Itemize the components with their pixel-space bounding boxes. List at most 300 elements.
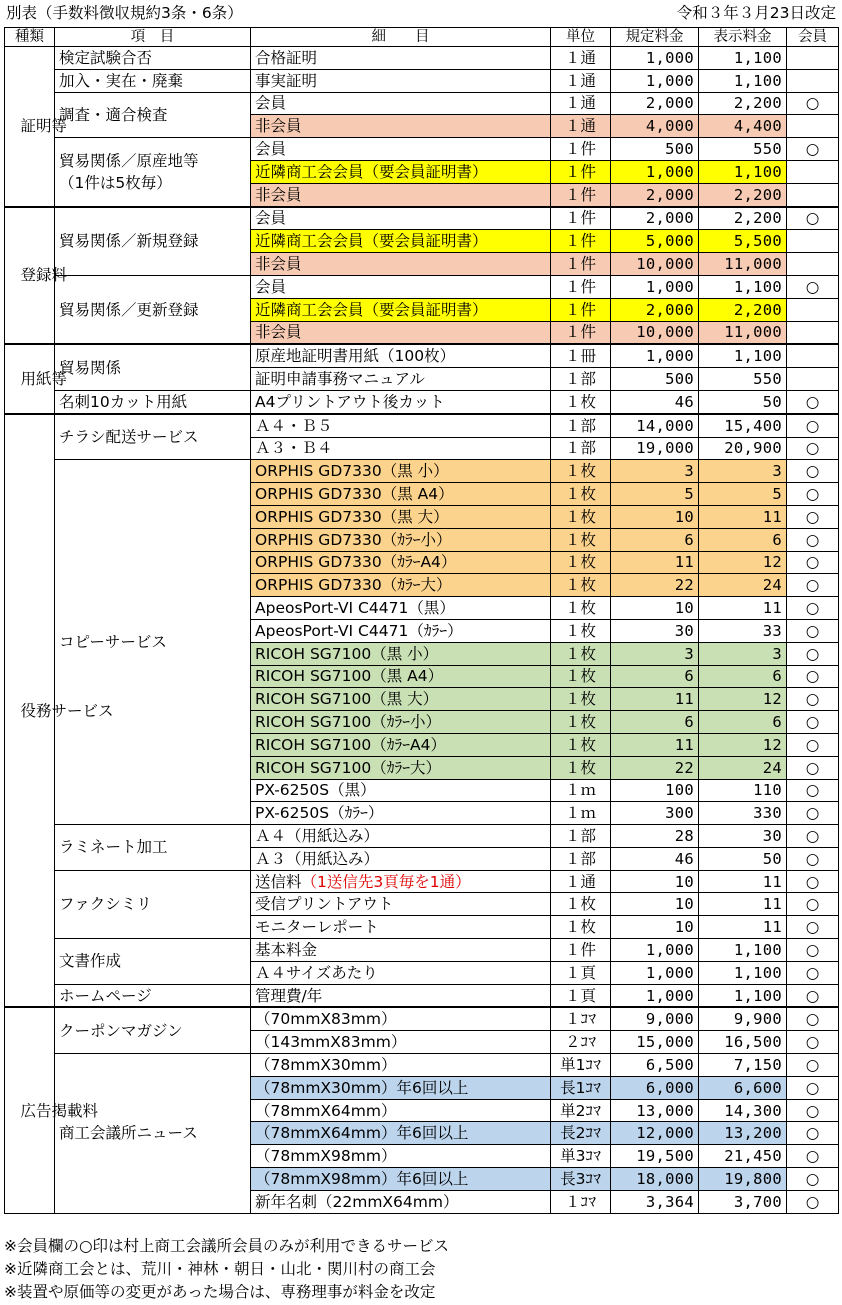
table-row <box>5 207 839 230</box>
regular-price-cell: 6 <box>611 528 699 551</box>
footnote: ※装置や原価等の変更があった場合は、専務理事が料金を改定 <box>4 1283 436 1301</box>
member-mark-cell: ○ <box>787 779 839 802</box>
display-price-cell: 7,150 <box>699 1054 787 1077</box>
detail-text: 送信料 <box>255 872 302 891</box>
regular-price-cell: 22 <box>611 756 699 779</box>
display-price-cell: 6 <box>699 528 787 551</box>
detail-text: （78mmX64mm）年6回以上 <box>255 1124 469 1143</box>
regular-price-cell: 10 <box>611 893 699 916</box>
detail-cell <box>251 825 551 848</box>
member-mark-cell: ○ <box>787 414 839 437</box>
detail-cell <box>251 69 551 92</box>
member-mark-cell: ○ <box>787 756 839 779</box>
display-price-cell: 1,100 <box>699 69 787 92</box>
regular-price-cell: 15,000 <box>611 1031 699 1054</box>
unit-cell: １枚 <box>551 665 611 688</box>
table-row <box>5 47 839 70</box>
member-mark-cell: ○ <box>787 961 839 984</box>
regular-price-cell: 1,000 <box>611 984 699 1007</box>
detail-text: RICOH SG7100（黒 小） <box>255 644 439 663</box>
detail-cell <box>251 597 551 620</box>
category-cell <box>5 1007 99 1213</box>
table-row <box>5 69 839 92</box>
column-header: 単位 <box>551 28 611 47</box>
table-title: 別表（手数料徴収規約3条・6条） <box>6 4 243 22</box>
detail-cell <box>251 138 551 161</box>
detail-text: ApeosPort-VI C4471（ｶﾗｰ） <box>255 621 463 640</box>
category-label: 証明等 <box>20 117 68 136</box>
item-cell: 文書作成 <box>55 939 251 985</box>
member-mark-cell <box>787 344 839 367</box>
unit-cell: 長3ｺﾏ <box>551 1168 611 1191</box>
detail-text: Ａ４サイズあたり <box>255 963 378 982</box>
item-cell: コピーサービス <box>55 460 251 825</box>
member-mark-cell <box>787 253 839 276</box>
display-price-cell: 2,200 <box>699 298 787 321</box>
regular-price-cell: 30 <box>611 619 699 642</box>
regular-price-cell: 6,500 <box>611 1054 699 1077</box>
member-mark-cell: ○ <box>787 916 839 939</box>
detail-cell <box>251 619 551 642</box>
detail-text: PX-6250S（ｶﾗｰ） <box>255 804 384 823</box>
table-row <box>5 870 839 893</box>
regular-price-cell: 10,000 <box>611 321 699 344</box>
member-mark-cell: ○ <box>787 92 839 115</box>
detail-text: Ａ４・Ｂ５ <box>255 416 333 435</box>
unit-cell: １件 <box>551 275 611 298</box>
regular-price-cell: 11 <box>611 733 699 756</box>
footnote: ※近隣商工会とは、荒川・神林・朝日・山北・関川村の商工会 <box>4 1260 436 1278</box>
detail-text: モニターレポート <box>255 918 379 937</box>
display-price-cell: 15,400 <box>699 414 787 437</box>
member-mark-cell: ○ <box>787 483 839 506</box>
unit-cell: １部 <box>551 368 611 391</box>
regular-price-cell: 3 <box>611 460 699 483</box>
display-price-cell: 6,600 <box>699 1076 787 1099</box>
detail-cell <box>251 1190 551 1213</box>
regular-price-cell: 6 <box>611 665 699 688</box>
item-cell: ラミネート加工 <box>55 825 251 871</box>
unit-cell: １枚 <box>551 916 611 939</box>
detail-text: （143mmX83mm） <box>255 1033 407 1052</box>
unit-cell: ２ｺﾏ <box>551 1031 611 1054</box>
detail-text: 合格証明 <box>255 48 318 67</box>
regular-price-cell: 1,000 <box>611 47 699 70</box>
regular-price-cell: 1,000 <box>611 275 699 298</box>
display-price-cell: 550 <box>699 138 787 161</box>
unit-cell: 長2ｺﾏ <box>551 1122 611 1145</box>
member-mark-cell: ○ <box>787 825 839 848</box>
item-cell: 調査・適合検査 <box>55 92 251 138</box>
member-mark-cell <box>787 230 839 253</box>
regular-price-cell: 2,000 <box>611 92 699 115</box>
detail-cell <box>251 437 551 460</box>
display-price-cell: 12 <box>699 551 787 574</box>
unit-cell: １通 <box>551 69 611 92</box>
unit-cell: １枚 <box>551 642 611 665</box>
display-price-cell: 11 <box>699 916 787 939</box>
table-row <box>5 92 839 115</box>
table-row <box>5 414 839 437</box>
item-cell: クーポンマガジン <box>55 1007 251 1053</box>
unit-cell: １枚 <box>551 551 611 574</box>
unit-cell: １枚 <box>551 390 611 413</box>
display-price-cell: 50 <box>699 390 787 413</box>
detail-cell <box>251 483 551 506</box>
regular-price-cell: 1,000 <box>611 939 699 962</box>
regular-price-cell: 46 <box>611 390 699 413</box>
table-row <box>5 138 839 161</box>
detail-text: Ａ３・Ｂ４ <box>255 439 333 458</box>
regular-price-cell: 6,000 <box>611 1076 699 1099</box>
member-mark-cell: ○ <box>787 1168 839 1191</box>
category-label: 用紙等 <box>20 370 68 389</box>
regular-price-cell: 10 <box>611 916 699 939</box>
detail-cell <box>251 1031 551 1054</box>
unit-cell: １枚 <box>551 460 611 483</box>
unit-cell: １件 <box>551 253 611 276</box>
display-price-cell: 1,100 <box>699 344 787 367</box>
unit-cell: 単2ｺﾏ <box>551 1099 611 1122</box>
detail-cell <box>251 574 551 597</box>
member-mark-cell: ○ <box>787 460 839 483</box>
unit-cell: １部 <box>551 414 611 437</box>
member-mark-cell: ○ <box>787 207 839 230</box>
detail-text: 基本料金 <box>255 940 318 959</box>
display-price-cell: 11 <box>699 597 787 620</box>
detail-cell <box>251 92 551 115</box>
detail-cell <box>251 414 551 437</box>
regular-price-cell: 2,000 <box>611 298 699 321</box>
detail-text: 新年名刺（22mmX64mm） <box>255 1192 459 1211</box>
detail-cell <box>251 1007 551 1030</box>
detail-text: 非会員 <box>255 255 302 274</box>
unit-cell: １件 <box>551 160 611 183</box>
unit-cell: １枚 <box>551 574 611 597</box>
regular-price-cell: 2,000 <box>611 183 699 206</box>
display-price-cell: 24 <box>699 756 787 779</box>
member-mark-cell <box>787 47 839 70</box>
regular-price-cell: 46 <box>611 847 699 870</box>
fee-table <box>4 27 839 1214</box>
category-cell <box>5 47 68 207</box>
display-price-cell: 5 <box>699 483 787 506</box>
detail-cell <box>251 939 551 962</box>
detail-text: ORPHIS GD7330（ｶﾗｰA4） <box>255 553 457 572</box>
unit-cell: １ｺﾏ <box>551 1007 611 1030</box>
unit-cell: １部 <box>551 437 611 460</box>
detail-text: （78mmX64mm） <box>255 1101 397 1120</box>
regular-price-cell: 5,000 <box>611 230 699 253</box>
detail-text: 会員 <box>255 140 287 159</box>
member-mark-cell <box>787 69 839 92</box>
member-mark-cell: ○ <box>787 1054 839 1077</box>
display-price-cell: 16,500 <box>699 1031 787 1054</box>
member-mark-cell: ○ <box>787 597 839 620</box>
regular-price-cell: 1,000 <box>611 69 699 92</box>
unit-cell: １通 <box>551 115 611 138</box>
unit-cell: １件 <box>551 298 611 321</box>
detail-cell <box>251 115 551 138</box>
detail-text: （78mmX98mm）年6回以上 <box>255 1169 469 1188</box>
detail-text: Ａ３（用紙込み） <box>255 849 380 868</box>
detail-text: （78mmX30mm）年6回以上 <box>255 1078 469 1097</box>
item-cell: ホームページ <box>55 984 251 1007</box>
table-row <box>5 390 839 413</box>
regular-price-cell: 3,364 <box>611 1190 699 1213</box>
member-mark-cell <box>787 298 839 321</box>
member-mark-cell: ○ <box>787 847 839 870</box>
table-row <box>5 1007 839 1030</box>
detail-cell <box>251 298 551 321</box>
detail-text: 会員 <box>255 277 287 296</box>
detail-text: 管理費/年 <box>255 986 323 1005</box>
detail-note: （1送信先3頁毎を1通） <box>301 872 471 891</box>
display-price-cell: 20,900 <box>699 437 787 460</box>
detail-cell <box>251 183 551 206</box>
unit-cell: １冊 <box>551 344 611 367</box>
detail-cell <box>251 688 551 711</box>
display-price-cell: 9,900 <box>699 1007 787 1030</box>
detail-cell <box>251 551 551 574</box>
category-label: 広告掲載料 <box>20 1101 99 1120</box>
unit-cell: １枚 <box>551 733 611 756</box>
member-mark-cell: ○ <box>787 390 839 413</box>
item-cell: 貿易関係／新規登録 <box>55 207 251 276</box>
display-price-cell: 330 <box>699 802 787 825</box>
member-mark-cell: ○ <box>787 551 839 574</box>
display-price-cell: 2,200 <box>699 183 787 206</box>
unit-cell: 長1ｺﾏ <box>551 1076 611 1099</box>
detail-cell <box>251 1145 551 1168</box>
member-mark-cell: ○ <box>787 437 839 460</box>
regular-price-cell: 1,000 <box>611 961 699 984</box>
column-header: 種類 <box>5 28 55 47</box>
member-mark-cell: ○ <box>787 574 839 597</box>
unit-cell: １枚 <box>551 893 611 916</box>
display-price-cell: 3 <box>699 460 787 483</box>
footnotes <box>4 1235 449 1304</box>
regular-price-cell: 12,000 <box>611 1122 699 1145</box>
detail-cell <box>251 642 551 665</box>
footnote: ※会員欄の○印は村上商工会議所会員のみが利用できるサービス <box>4 1237 450 1255</box>
display-price-cell: 13,200 <box>699 1122 787 1145</box>
regular-price-cell: 13,000 <box>611 1099 699 1122</box>
unit-cell: 単3ｺﾏ <box>551 1145 611 1168</box>
item-cell: 検定試験合否 <box>55 47 251 70</box>
regular-price-cell: 10 <box>611 505 699 528</box>
table-row <box>5 984 839 1007</box>
revision-date: 令和３年３月23日改定 <box>676 4 836 22</box>
member-mark-cell: ○ <box>787 893 839 916</box>
category-label: 登録料 <box>20 266 68 285</box>
display-price-cell: 110 <box>699 779 787 802</box>
regular-price-cell: 2,000 <box>611 207 699 230</box>
unit-cell: １頁 <box>551 961 611 984</box>
detail-text: 近隣商工会会員（要会員証明書） <box>255 300 488 319</box>
member-mark-cell: ○ <box>787 1007 839 1030</box>
detail-text: （78mmX98mm） <box>255 1147 397 1166</box>
detail-text: ORPHIS GD7330（黒 A4） <box>255 485 454 504</box>
display-price-cell: 5,500 <box>699 230 787 253</box>
detail-cell <box>251 756 551 779</box>
detail-cell <box>251 230 551 253</box>
unit-cell: １枚 <box>551 688 611 711</box>
regular-price-cell: 28 <box>611 825 699 848</box>
unit-cell: １件 <box>551 230 611 253</box>
item-cell: 加入・実在・廃棄 <box>55 69 251 92</box>
detail-cell <box>251 160 551 183</box>
detail-text: RICOH SG7100（黒 大） <box>255 690 439 709</box>
unit-cell: １枚 <box>551 756 611 779</box>
item-cell: 貿易関係／原産地等 （1件は5枚毎） <box>55 138 251 207</box>
member-mark-cell: ○ <box>787 642 839 665</box>
member-mark-cell: ○ <box>787 619 839 642</box>
regular-price-cell: 5 <box>611 483 699 506</box>
detail-cell <box>251 893 551 916</box>
detail-cell <box>251 847 551 870</box>
detail-cell <box>251 505 551 528</box>
detail-text: Ａ４（用紙込み） <box>255 826 380 845</box>
display-price-cell: 4,400 <box>699 115 787 138</box>
regular-price-cell: 14,000 <box>611 414 699 437</box>
detail-text: 近隣商工会会員（要会員証明書） <box>255 232 488 251</box>
unit-cell: １枚 <box>551 619 611 642</box>
regular-price-cell: 500 <box>611 368 699 391</box>
detail-cell <box>251 390 551 413</box>
detail-text: 事実証明 <box>255 71 318 90</box>
unit-cell: １枚 <box>551 711 611 734</box>
display-price-cell: 11 <box>699 870 787 893</box>
category-cell <box>5 344 68 413</box>
member-mark-cell <box>787 368 839 391</box>
detail-cell <box>251 207 551 230</box>
display-price-cell: 1,100 <box>699 939 787 962</box>
member-mark-cell: ○ <box>787 802 839 825</box>
display-price-cell: 12 <box>699 688 787 711</box>
detail-cell <box>251 961 551 984</box>
member-mark-cell: ○ <box>787 1076 839 1099</box>
detail-cell <box>251 802 551 825</box>
unit-cell: １頁 <box>551 984 611 1007</box>
regular-price-cell: 300 <box>611 802 699 825</box>
member-mark-cell: ○ <box>787 1190 839 1213</box>
detail-text: ORPHIS GD7330（ｶﾗｰ小） <box>255 530 452 549</box>
member-mark-cell: ○ <box>787 1122 839 1145</box>
unit-cell: １部 <box>551 847 611 870</box>
display-price-cell: 6 <box>699 665 787 688</box>
detail-cell <box>251 253 551 276</box>
detail-text: RICOH SG7100（ｶﾗｰ小） <box>255 713 441 731</box>
regular-price-cell: 1,000 <box>611 344 699 367</box>
unit-cell: １枚 <box>551 528 611 551</box>
unit-cell: １枚 <box>551 505 611 528</box>
table-row <box>5 460 839 483</box>
regular-price-cell: 100 <box>611 779 699 802</box>
item-cell: 名刺10カット用紙 <box>55 390 251 413</box>
detail-text: 会員 <box>255 209 287 228</box>
detail-cell <box>251 733 551 756</box>
item-cell: ファクシミリ <box>55 870 251 938</box>
detail-text: A4プリントアウト後カット <box>255 392 445 411</box>
display-price-cell: 1,100 <box>699 47 787 70</box>
detail-text: ApeosPort-VI C4471（黒） <box>255 599 455 618</box>
member-mark-cell: ○ <box>787 1031 839 1054</box>
detail-cell <box>251 460 551 483</box>
member-mark-cell: ○ <box>787 1145 839 1168</box>
detail-text: 証明申請事務マニュアル <box>255 370 425 389</box>
regular-price-cell: 11 <box>611 688 699 711</box>
detail-cell <box>251 1168 551 1191</box>
member-mark-cell: ○ <box>787 138 839 161</box>
member-mark-cell <box>787 321 839 344</box>
detail-cell <box>251 1054 551 1077</box>
regular-price-cell: 19,500 <box>611 1145 699 1168</box>
detail-cell <box>251 344 551 367</box>
detail-text: ORPHIS GD7330（ｶﾗｰ大） <box>255 576 452 595</box>
unit-cell: １通 <box>551 47 611 70</box>
regular-price-cell: 1,000 <box>611 160 699 183</box>
item-cell: 貿易関係 <box>55 344 251 390</box>
display-price-cell: 11,000 <box>699 321 787 344</box>
unit-cell: １枚 <box>551 483 611 506</box>
detail-cell <box>251 1122 551 1145</box>
display-price-cell: 14,300 <box>699 1099 787 1122</box>
detail-text: ORPHIS GD7330（黒 大） <box>255 507 449 526</box>
display-price-cell: 21,450 <box>699 1145 787 1168</box>
unit-cell: 単1ｺﾏ <box>551 1054 611 1077</box>
display-price-cell: 1,100 <box>699 961 787 984</box>
unit-cell: １ｺﾏ <box>551 1190 611 1213</box>
regular-price-cell: 6 <box>611 711 699 734</box>
table-row <box>5 344 839 367</box>
display-price-cell: 19,800 <box>699 1168 787 1191</box>
display-price-cell: 1,100 <box>699 984 787 1007</box>
unit-cell: １ｍ <box>551 779 611 802</box>
regular-price-cell: 19,000 <box>611 437 699 460</box>
display-price-cell: 2,200 <box>699 207 787 230</box>
detail-text: RICOH SG7100（ｶﾗｰ大） <box>255 758 441 777</box>
display-price-cell: 24 <box>699 574 787 597</box>
detail-cell <box>251 916 551 939</box>
member-mark-cell: ○ <box>787 665 839 688</box>
regular-price-cell: 10 <box>611 870 699 893</box>
detail-cell <box>251 368 551 391</box>
detail-cell <box>251 870 551 893</box>
regular-price-cell: 22 <box>611 574 699 597</box>
detail-text: （70mmX83mm） <box>255 1010 397 1029</box>
display-price-cell: 6 <box>699 711 787 734</box>
table-row <box>5 1054 839 1077</box>
member-mark-cell: ○ <box>787 711 839 734</box>
detail-cell <box>251 711 551 734</box>
page-header <box>2 0 840 27</box>
detail-text: 非会員 <box>255 323 302 342</box>
column-header: 細 目 <box>251 28 551 47</box>
regular-price-cell: 18,000 <box>611 1168 699 1191</box>
category-label: 役務サービス <box>20 701 114 720</box>
display-price-cell: 3,700 <box>699 1190 787 1213</box>
regular-price-cell: 500 <box>611 138 699 161</box>
regular-price-cell: 4,000 <box>611 115 699 138</box>
display-price-cell: 1,100 <box>699 275 787 298</box>
display-price-cell: 11 <box>699 893 787 916</box>
regular-price-cell: 11 <box>611 551 699 574</box>
detail-text: RICOH SG7100（ｶﾗｰA4） <box>255 735 446 754</box>
item-cell: 商工会議所ニュース <box>55 1054 251 1214</box>
unit-cell: １枚 <box>551 597 611 620</box>
table-header-row <box>5 28 839 47</box>
